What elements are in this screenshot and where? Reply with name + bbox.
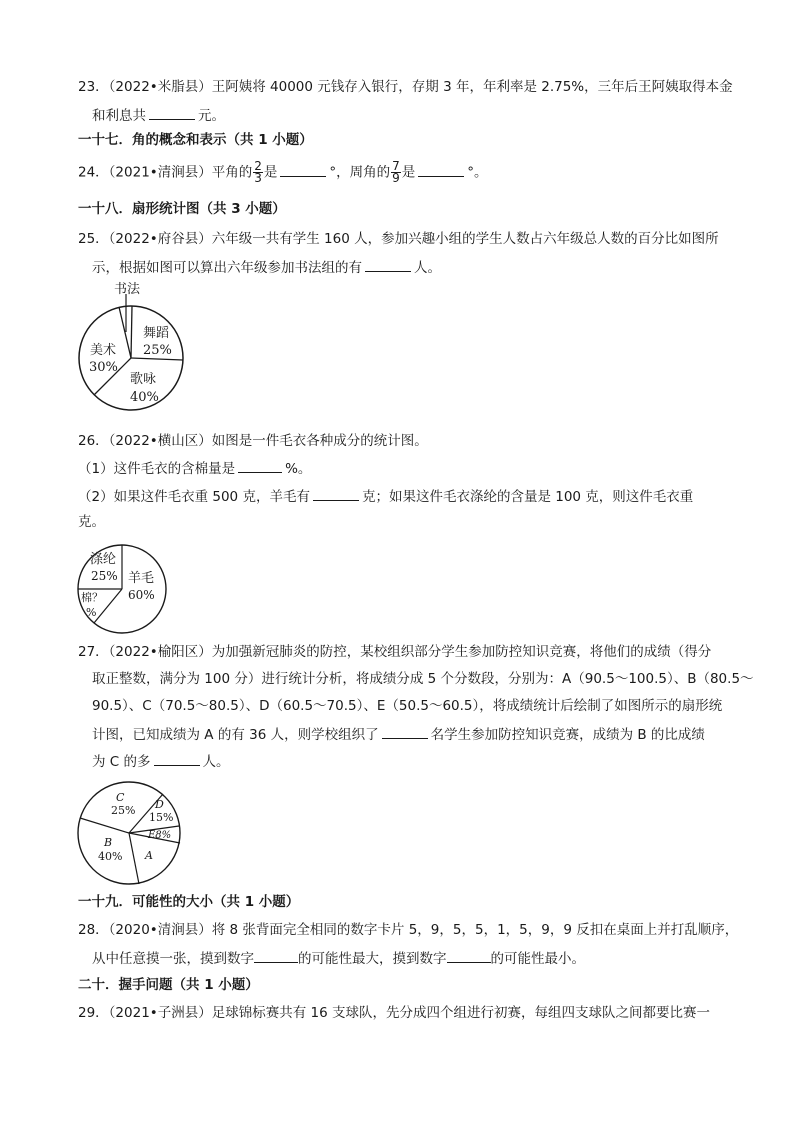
q25-pie-divider-3	[131, 358, 183, 360]
q27-label-d: D	[155, 798, 164, 811]
q27-label-c: C	[116, 791, 125, 804]
q25-line1: 25．（2022•府谷县）六年级一共有学生 160 人，参加兴趣小组的学生人数占六年级总人数的百分比如图所	[78, 231, 719, 247]
q24-text-b: 是	[263, 164, 278, 181]
q27-pct-b: 40%	[98, 850, 123, 863]
q27-text-c: 为 C 的多	[92, 754, 151, 770]
q27-pie-divider-4	[129, 833, 139, 884]
q28-answer-blank-1[interactable]	[254, 948, 298, 963]
q25-pct-geyong: 40%	[130, 390, 159, 405]
q27-pie-chart	[76, 780, 182, 886]
q25-label-shufa: 书法	[114, 282, 141, 297]
q27-label-b: B	[104, 836, 113, 849]
q27-text-a: 计图，已知成绩为 A 的有 36 人，则学校组织了	[92, 727, 379, 743]
q28-line2	[92, 948, 585, 968]
q26-p1-text-a: （1）这件毛衣的含棉量是	[78, 461, 236, 477]
q23-text-b: 元。	[198, 108, 225, 124]
q26-line1: 26．（2022•横山区）如图是一件毛衣各种成分的统计图。	[78, 433, 428, 449]
q24-answer-blank-1[interactable]	[280, 162, 326, 177]
q25-line2	[92, 257, 441, 277]
q26-pct-yangmao: 60%	[128, 588, 155, 602]
q27-line1: 27．（2022•榆阳区）为加强新冠肺炎的防控，某校组织部分学生参加防控知识竞赛，将他们的成绩（得分	[78, 644, 712, 660]
q27-pie-divider-5	[80, 818, 129, 833]
q26-pie-chart	[76, 543, 168, 635]
q23-text-a: 和利息共	[92, 108, 146, 124]
q27-answer-blank-1[interactable]	[382, 724, 428, 739]
q27-line3: 90.5）、C（70.5～80.5）、D（60.5～70.5）、E（50.5～60.5），将成绩统计后绘制了如图所示的扇形统	[92, 698, 723, 714]
q27-answer-blank-2[interactable]	[154, 751, 200, 766]
q27-pct-d: 15%	[149, 811, 174, 824]
q25-pie-chart	[70, 282, 200, 417]
q27-text-b: 名学生参加防控知识竞赛，成绩为 B 的比成绩	[430, 727, 705, 743]
q26-p2-answer-blank-1[interactable]	[313, 486, 359, 501]
q24-answer-blank-2[interactable]	[418, 162, 464, 177]
q25-label-wudao: 舞蹈	[143, 326, 170, 341]
q28-text-b: 的可能性最大，摸到数字	[298, 951, 447, 967]
q24-fraction-7-9	[391, 161, 401, 184]
q27-label-a: A	[145, 849, 153, 862]
q26-label-dilun: 涤纶	[90, 552, 117, 567]
section-19-heading: 一十九．可能性的大小（共 1 小题）	[78, 894, 300, 910]
q26-pct-mian: %	[86, 606, 97, 619]
q29-line1: 29．（2021•子洲县）足球锦标赛共有 16 支球队，先分成四个组进行初赛，每组四支球队之间都要比赛一	[78, 1005, 711, 1021]
q25-pct-meishu: 30%	[89, 360, 118, 375]
section-17-heading: 一十七．角的概念和表示（共 1 小题）	[78, 132, 313, 148]
q28-answer-blank-2[interactable]	[447, 948, 491, 963]
q25-text-a: 示，根据如图可以算出六年级参加书法组的有	[92, 260, 362, 276]
q24-text-e: °。	[467, 164, 488, 181]
q24-text-a: 24．（2021•清涧县）平角的	[78, 164, 253, 181]
q25-text-b: 人。	[414, 260, 441, 276]
q26-part2-cont: 克。	[78, 514, 105, 530]
q26-label-yangmao: 羊毛	[128, 571, 155, 586]
q25-label-geyong: 歌咏	[130, 372, 157, 387]
q24-frac1-num: 2	[254, 159, 262, 173]
q25-pct-wudao: 25%	[143, 343, 172, 358]
q28-line1: 28．（2020•清涧县）将 8 张背面完全相同的数字卡片 5，9，5，5，1，5，9，9 反扣在桌面上并打乱顺序，	[78, 922, 739, 938]
q26-p2-text-b: 克；如果这件毛衣涤纶的含量是 100 克，则这件毛衣重	[361, 489, 694, 505]
q24-text-d: 是	[401, 164, 416, 181]
q25-answer-blank[interactable]	[365, 257, 411, 272]
q26-pct-dilun: 25%	[91, 569, 118, 583]
q24-line	[78, 161, 488, 184]
q24-frac2-num: 7	[392, 159, 400, 173]
q27-text-d: 人。	[202, 754, 230, 770]
q26-part1	[78, 458, 311, 478]
section-20-heading: 二十．握手问题（共 1 小题）	[78, 977, 259, 993]
q26-p1-answer-blank[interactable]	[238, 458, 282, 473]
q23-line1: 23．（2022•米脂县）王阿姨将 40000 元钱存入银行，存期 3 年，年利率是 2.75%，三年后王阿姨取得本金	[78, 79, 733, 95]
q25-label-meishu: 美术	[90, 343, 117, 358]
q23-answer-blank[interactable]	[149, 105, 195, 120]
q27-line4	[92, 724, 705, 744]
q24-text-c: °，周角的	[329, 164, 391, 181]
q25-pie-divider-2	[131, 306, 132, 358]
q27-line2: 取正整数，满分为 100 分）进行统计分析，将成绩分成 5 个分数段，分别为：A（90.5～100.5）、B（80.5～	[92, 671, 754, 687]
q27-label-e: E8%	[148, 830, 172, 841]
q27-line5	[92, 751, 230, 771]
q25-pie-divider-1	[119, 307, 131, 358]
q26-p1-text-b: %。	[285, 461, 312, 477]
q28-text-a: 从中任意摸一张，摸到数字	[92, 951, 254, 967]
q26-label-mian: 棉？	[81, 591, 103, 604]
q24-frac1-den: 3	[254, 171, 262, 185]
q28-text-c: 的可能性最小。	[490, 951, 585, 967]
q24-fraction-2-3	[253, 161, 263, 184]
q27-pct-c: 25%	[111, 804, 136, 817]
section-18-heading: 一十八．扇形统计图（共 3 小题）	[78, 201, 286, 217]
q26-p2-text-a: （2）如果这件毛衣重 500 克，羊毛有	[78, 489, 310, 505]
q26-part2	[78, 486, 693, 506]
q24-frac2-den: 9	[392, 171, 400, 185]
q23-line2	[92, 105, 225, 125]
